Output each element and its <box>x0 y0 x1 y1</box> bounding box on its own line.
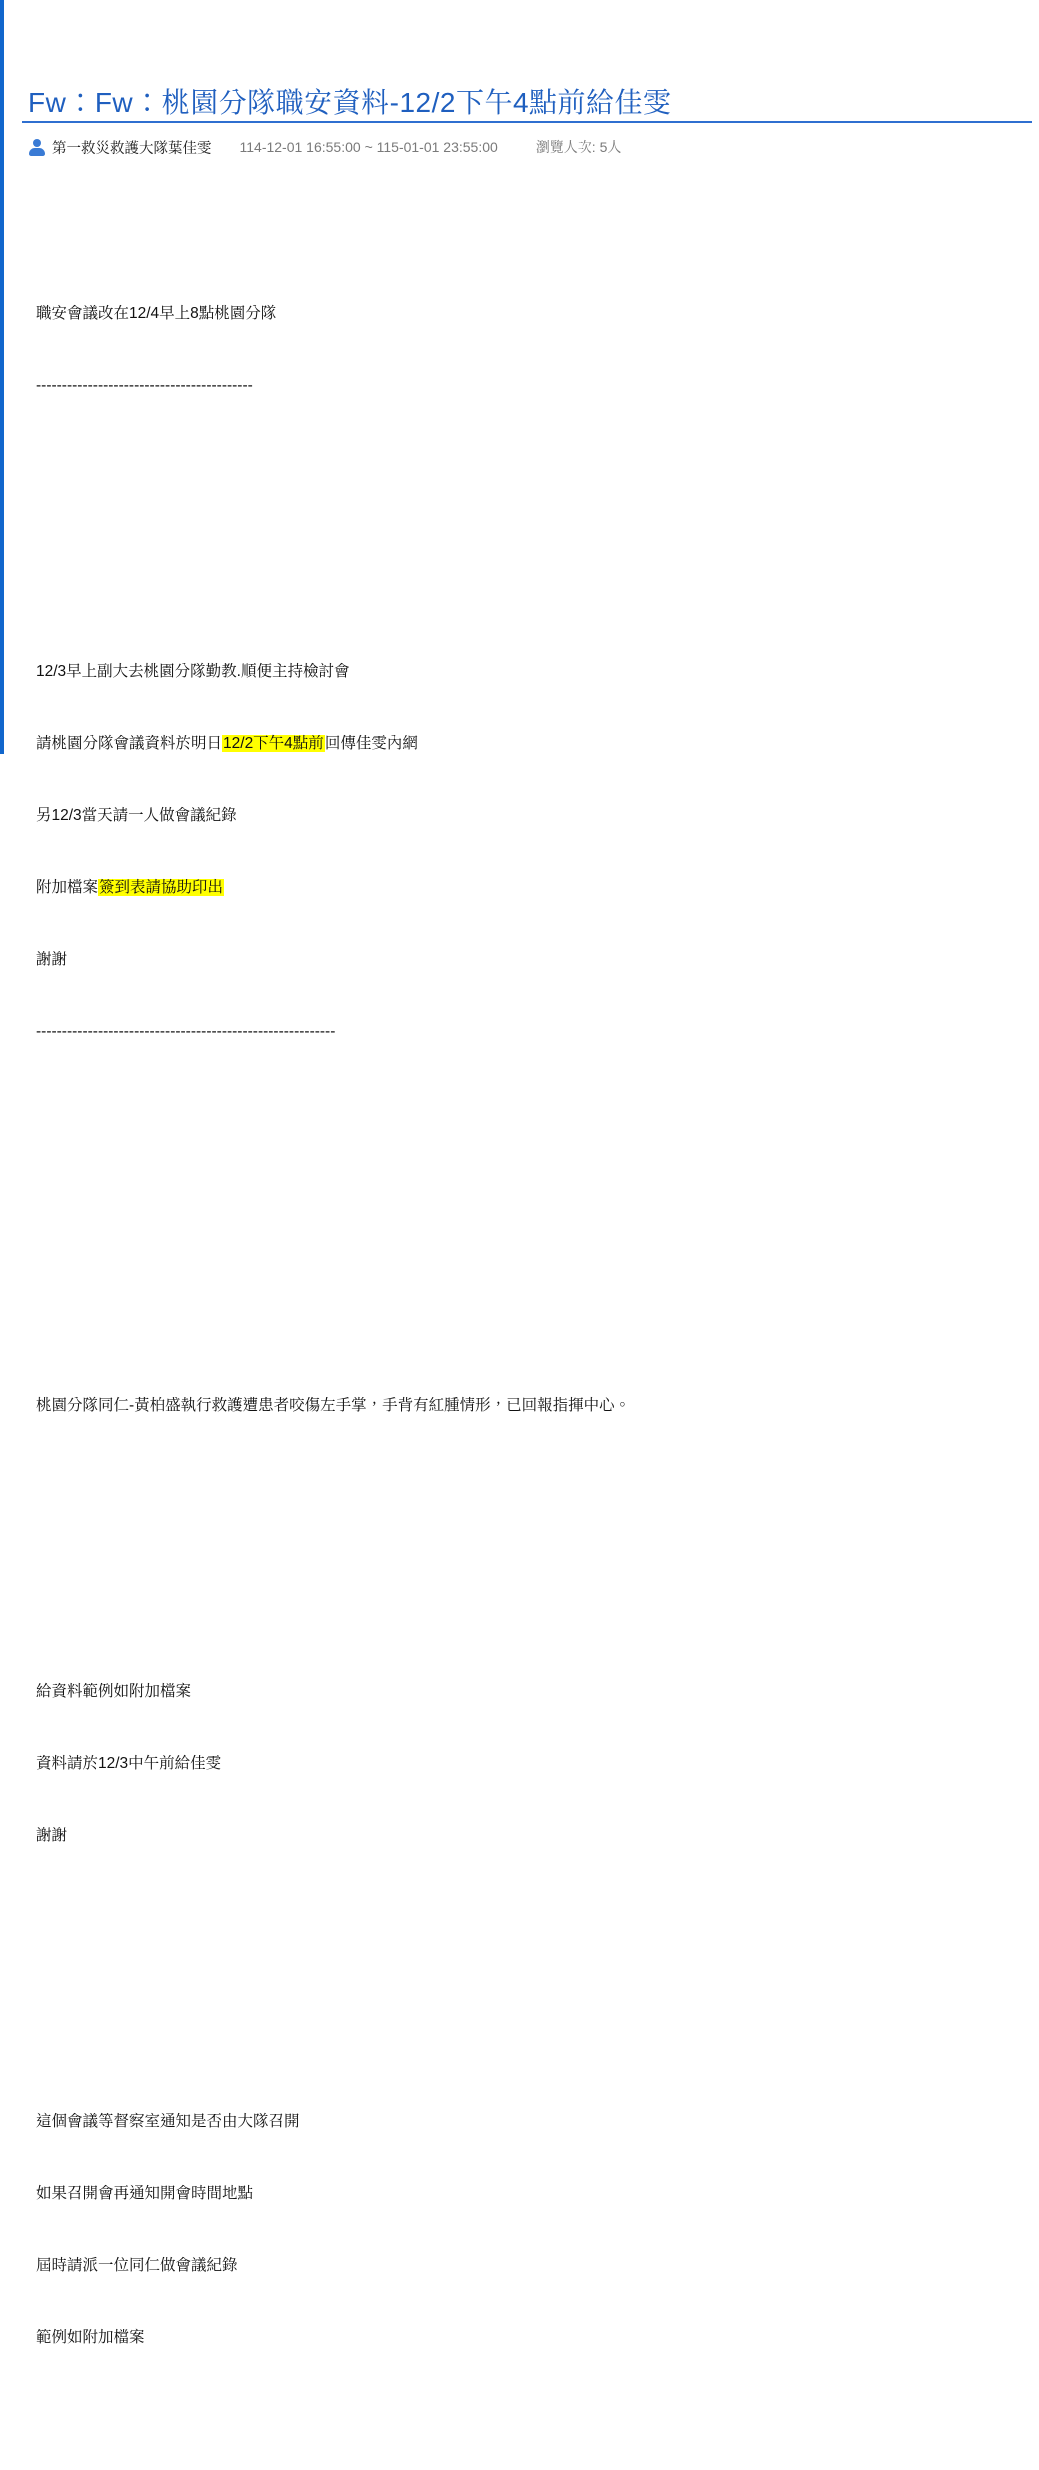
text-fragment: 附加檔案 <box>36 879 99 896</box>
meta-bar <box>28 132 1028 162</box>
body-line-highlighted <box>36 876 1016 900</box>
highlight-attachment-note: 簽到表請協助印出 <box>99 879 224 896</box>
date-range: 114-12-01 16:55:00 ~ 115-01-01 23:55:00 <box>239 139 498 155</box>
announcement-body <box>36 182 1016 2470</box>
highlight-deadline: 12/2下午4點前 <box>223 735 324 752</box>
body-line: 謝謝 <box>36 951 68 968</box>
page-title: Fw：Fw：桃園分隊職安資料-12/2下午4點前給佳雯 <box>28 86 672 118</box>
spacer <box>36 1164 1016 1204</box>
spacer <box>36 1252 1016 1274</box>
body-line: 如果召開會再通知開會時間地點 <box>36 2185 254 2202</box>
author-name: 第一救災救護大隊葉佳雯 <box>52 140 212 157</box>
view-count: 瀏覽人次: 5人 <box>535 139 622 155</box>
spacer <box>36 518 1016 540</box>
body-line: 職安會議改在12/4早上8點桃園分隊 <box>36 305 277 322</box>
body-line: 另12/3當天請一人做會議紀錄 <box>36 807 237 824</box>
body-section-2 <box>36 612 1016 1092</box>
text-fragment: 請桃園分隊會議資料於明日 <box>36 735 223 752</box>
text-fragment: 回傳佳雯內網 <box>324 735 418 752</box>
body-section-3 <box>36 1346 1016 1466</box>
body-line: 給資料範例如附加檔案 <box>36 1683 192 1700</box>
body-section-1 <box>36 254 1016 446</box>
body-line: 屆時請派一位同仁做會議紀錄 <box>36 2257 238 2274</box>
spacer <box>36 1538 1016 1560</box>
body-line: 範例如附加檔案 <box>36 2329 145 2346</box>
body-divider-line: ---------------------------------------------------------- <box>36 1023 336 1040</box>
body-line: 謝謝 <box>36 1827 68 1844</box>
user-avatar-icon <box>28 138 46 156</box>
spacer <box>36 1968 1016 1990</box>
body-divider-line: ------------------------------------------ <box>36 377 253 394</box>
body-line: 資料請於12/3中午前給佳雯 <box>36 1755 222 1772</box>
left-accent-bar <box>0 0 4 754</box>
body-line: 桃園分隊同仁-黃柏盛執行救護遭患者咬傷左手掌，手背有紅腫情形，已回報指揮中心。 <box>36 1397 631 1414</box>
body-section-4 <box>36 1632 1016 1896</box>
body-line: 這個會議等督察室通知是否由大隊召開 <box>36 2113 300 2130</box>
body-section-5 <box>36 2062 1016 2398</box>
title-divider <box>22 121 1032 123</box>
body-line-highlighted <box>36 732 1016 756</box>
body-line: 12/3早上副大去桃園分隊勤教.順便主持檢討會 <box>36 663 350 680</box>
